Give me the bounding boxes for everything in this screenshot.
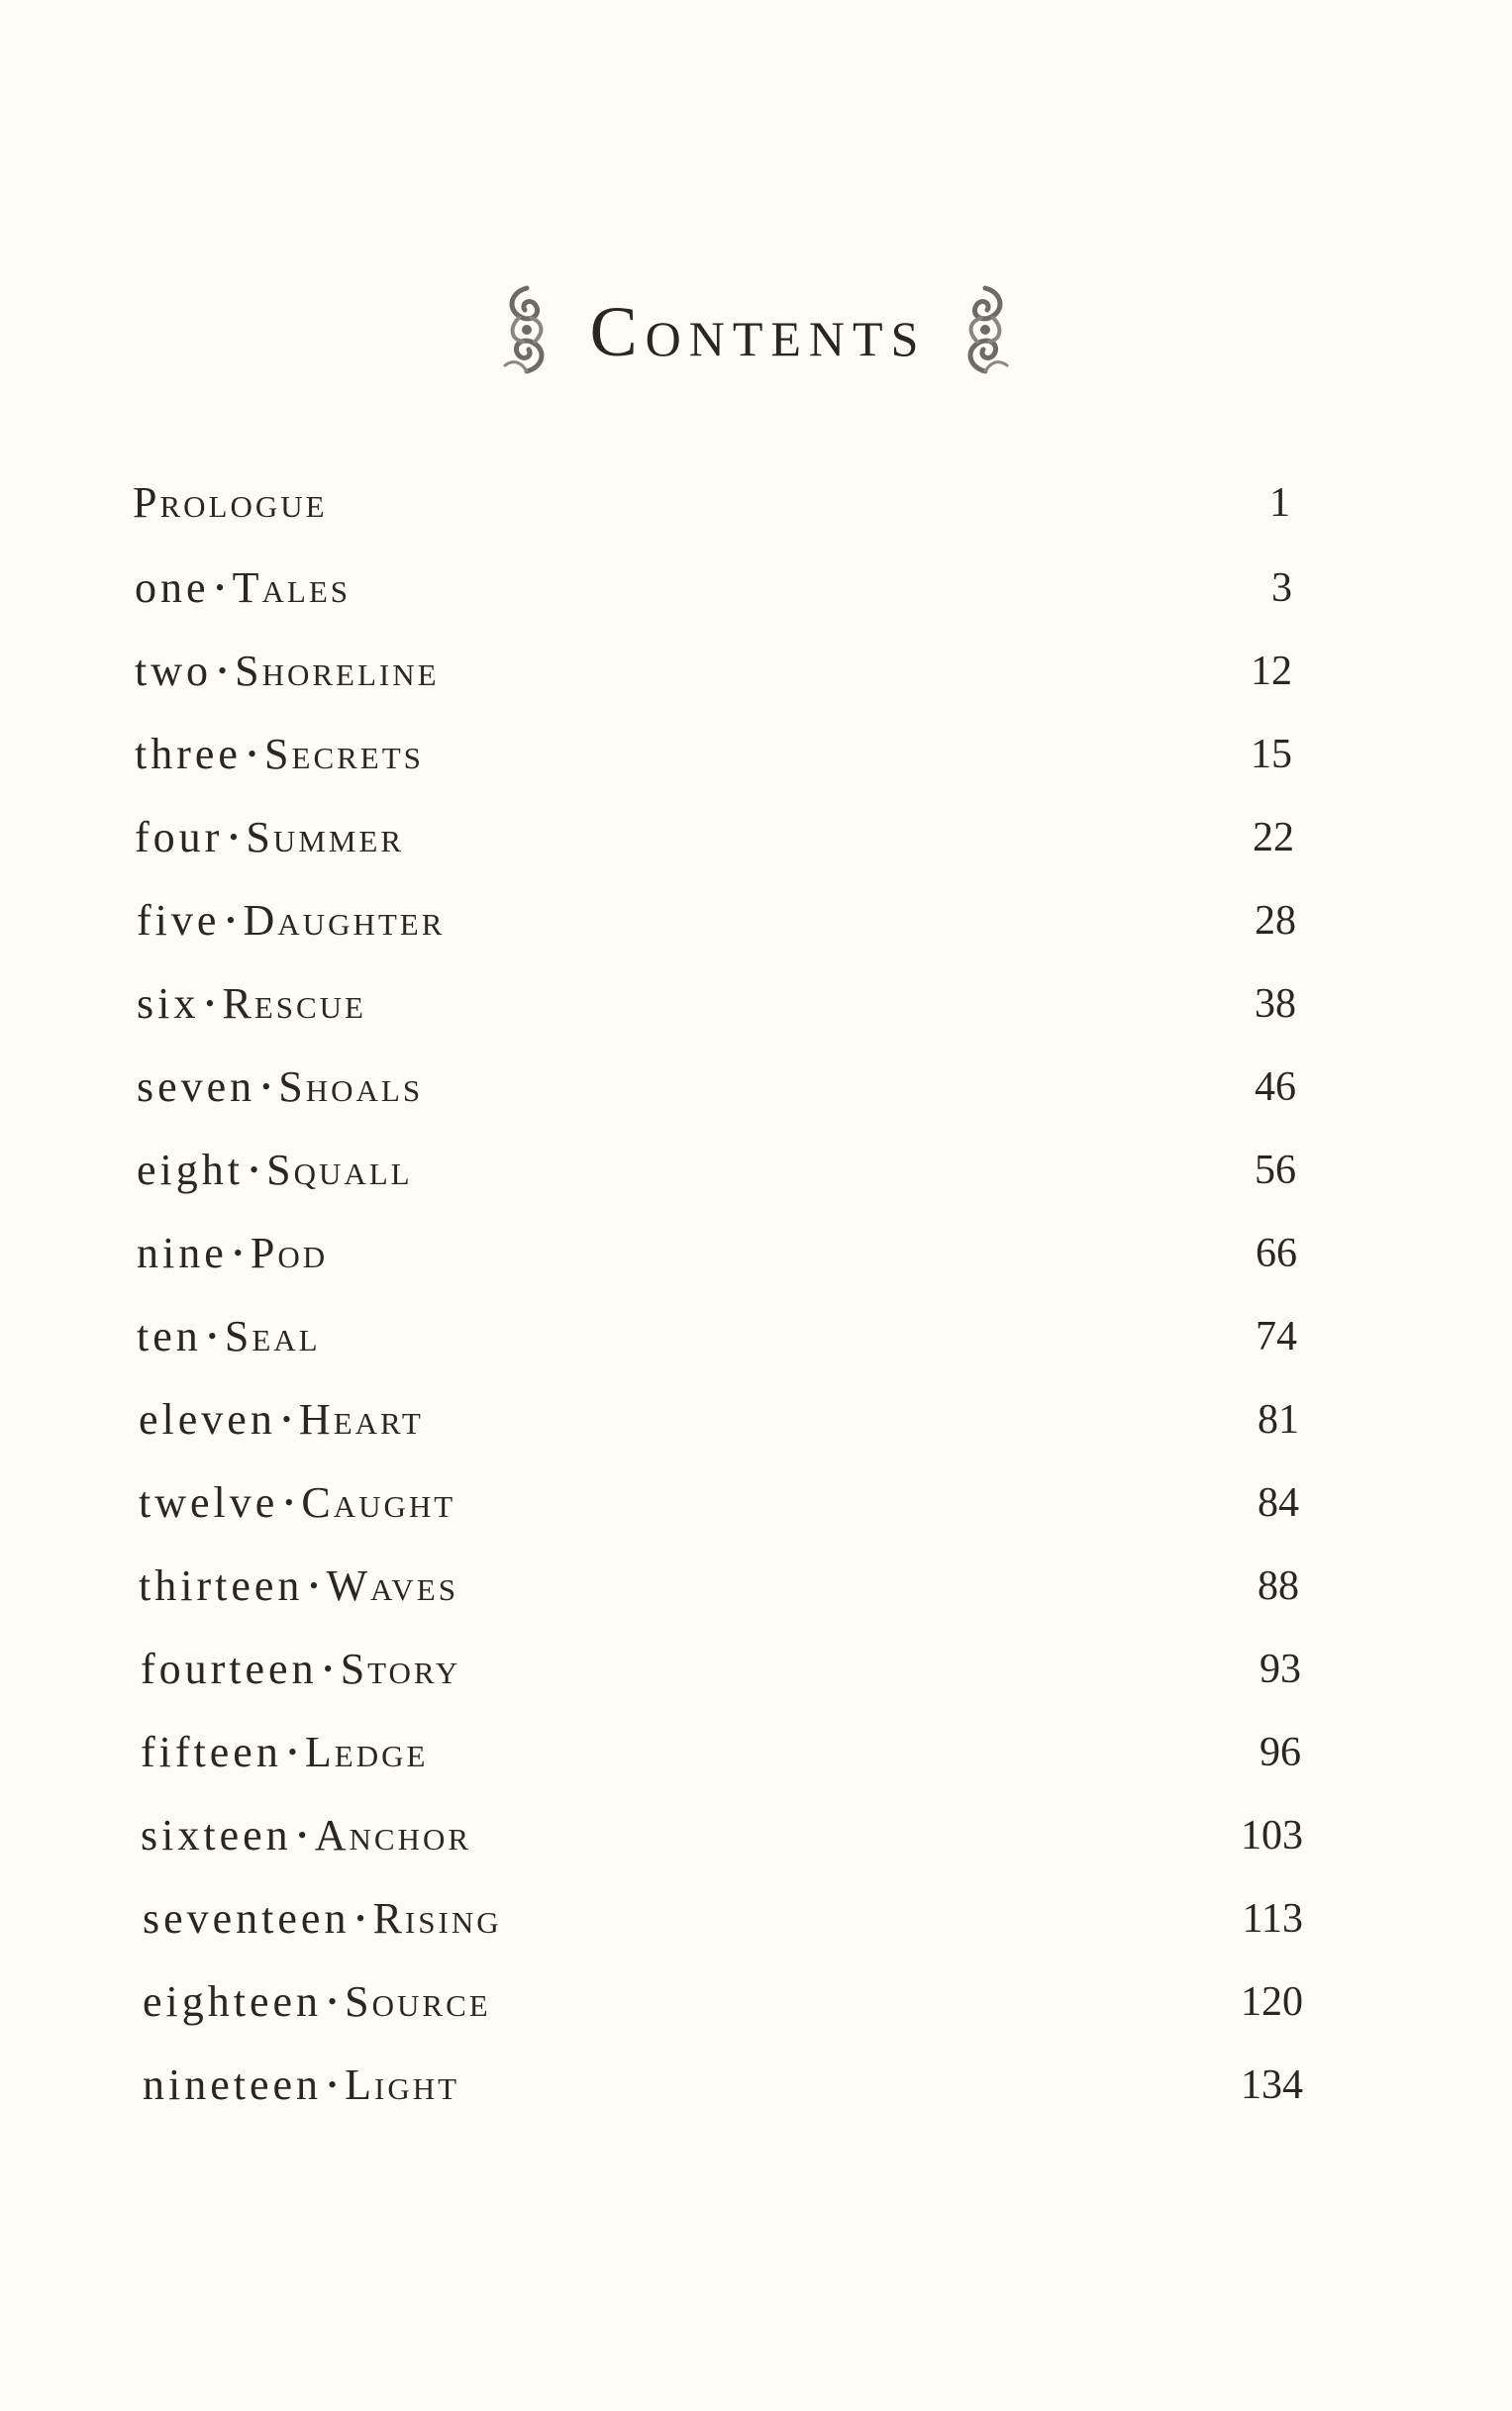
entry-label <box>143 1894 502 1943</box>
bullet-separator: • <box>229 823 239 852</box>
entry-label <box>137 1229 329 1277</box>
page-number: 28 <box>1255 898 1296 944</box>
chapter-number: three <box>135 730 242 778</box>
entry-label <box>137 896 446 945</box>
chapter-number: five <box>137 896 221 945</box>
chapter-title: Seal <box>224 1312 321 1360</box>
page-number: 12 <box>1251 649 1292 694</box>
page-number: 84 <box>1258 1480 1299 1526</box>
bullet-separator: • <box>247 740 257 768</box>
bullet-separator: • <box>355 1904 365 1933</box>
page-number: 113 <box>1242 1896 1303 1942</box>
chapter-number: six <box>137 979 200 1028</box>
toc-entry <box>135 642 1292 701</box>
toc-entry <box>141 1640 1301 1699</box>
chapter-title: Daughter <box>243 896 446 945</box>
entry-label <box>135 647 440 695</box>
chapter-title: Rescue <box>222 979 366 1028</box>
bullet-separator: • <box>249 1155 259 1184</box>
toc-entry <box>141 1806 1303 1865</box>
bullet-separator: • <box>284 1488 294 1517</box>
entry-label <box>137 979 366 1028</box>
chapter-title: Rising <box>372 1894 502 1943</box>
bullet-separator: • <box>233 1239 243 1267</box>
chapter-number: one <box>135 563 210 612</box>
page-number: 74 <box>1256 1314 1297 1359</box>
chapter-number: thirteen <box>139 1561 304 1610</box>
chapter-number: eight <box>137 1146 244 1194</box>
bullet-separator: • <box>323 1655 333 1683</box>
chapter-number: nineteen <box>143 2060 323 2109</box>
page-number: 120 <box>1241 1979 1303 2025</box>
page-number: 38 <box>1255 981 1296 1027</box>
bullet-separator: • <box>261 1072 271 1101</box>
toc-entry <box>143 1972 1303 2032</box>
chapter-title: Waves <box>326 1561 458 1610</box>
entry-label <box>141 1645 461 1693</box>
entry-label <box>137 1146 413 1194</box>
toc-entry <box>139 1557 1299 1616</box>
entry-label <box>135 563 352 612</box>
toc-entry <box>137 974 1296 1034</box>
chapter-number: four <box>135 813 224 861</box>
bullet-separator: • <box>215 573 225 602</box>
bullet-separator: • <box>309 1571 319 1600</box>
toc-entry <box>139 1473 1299 1533</box>
bullet-separator: • <box>297 1821 307 1850</box>
bullet-separator: • <box>281 1405 291 1434</box>
chapter-number: sixteen <box>141 1811 292 1859</box>
chapter-title: Summer <box>246 813 405 861</box>
toc-entry <box>137 1141 1296 1200</box>
page-number: 66 <box>1256 1231 1297 1276</box>
chapter-title: Story <box>340 1645 461 1693</box>
page-title: Contents <box>589 292 927 371</box>
toc-entry <box>135 558 1292 618</box>
chapter-number: twelve <box>139 1478 279 1527</box>
page-number: 103 <box>1241 1813 1303 1858</box>
page-number: 56 <box>1255 1148 1296 1193</box>
entry-label <box>139 1395 424 1444</box>
bullet-separator: • <box>226 906 236 935</box>
chapter-number: ten <box>137 1312 202 1360</box>
entry-label <box>141 1728 429 1776</box>
chapter-title: Heart <box>298 1395 424 1444</box>
entry-label <box>135 730 424 778</box>
toc-entry <box>143 1889 1303 1949</box>
entry-label <box>143 2060 460 2109</box>
chapter-title: Source <box>345 1977 491 2026</box>
chapter-title: Pod <box>250 1229 329 1277</box>
chapter-number: two <box>135 647 212 695</box>
chapter-number: eleven <box>139 1395 276 1444</box>
chapter-number: seven <box>137 1062 256 1111</box>
page-number: 96 <box>1260 1730 1301 1775</box>
toc-entry <box>135 808 1294 867</box>
page-number: 3 <box>1271 565 1292 611</box>
page-number: 22 <box>1253 815 1294 860</box>
chapter-number: eighteen <box>143 1977 323 2026</box>
entry-label <box>137 1062 424 1111</box>
toc-entry <box>137 1307 1297 1366</box>
toc-entry <box>141 1723 1301 1782</box>
entry-label <box>143 1977 491 2026</box>
bullet-separator: • <box>218 656 228 685</box>
chapter-title: Shoreline <box>235 647 440 695</box>
toc-entry <box>139 1390 1299 1450</box>
page-number: 81 <box>1258 1397 1299 1443</box>
page-number: 134 <box>1241 2062 1303 2108</box>
chapter-number: nine <box>137 1229 228 1277</box>
page-number: 93 <box>1260 1647 1301 1692</box>
entry-label <box>141 1811 472 1859</box>
chapter-title: Ledge <box>304 1728 429 1776</box>
page-number: 88 <box>1258 1563 1299 1609</box>
chapter-title: Squall <box>266 1146 413 1194</box>
chapter-number: fourteen <box>141 1645 318 1693</box>
toc-entry <box>135 725 1292 784</box>
bullet-separator: • <box>328 1987 338 2016</box>
chapter-number: fifteen <box>141 1728 282 1776</box>
chapter-title: Caught <box>301 1478 456 1527</box>
entry-label <box>133 478 328 527</box>
page-number: 1 <box>1269 480 1290 526</box>
toc-entry <box>133 473 1290 533</box>
chapter-title: Prologue <box>133 478 328 527</box>
chapter-number: seventeen <box>143 1894 351 1943</box>
chapter-title: Light <box>345 2060 460 2109</box>
toc-entry <box>143 2056 1303 2115</box>
bullet-separator: • <box>205 989 215 1018</box>
chapter-title: Secrets <box>264 730 424 778</box>
entry-label <box>137 1312 321 1360</box>
entry-label <box>139 1478 456 1527</box>
chapter-title: Shoals <box>278 1062 424 1111</box>
toc-entry <box>137 1224 1297 1283</box>
bullet-separator: • <box>328 2070 338 2099</box>
page-number: 15 <box>1251 732 1292 777</box>
bullet-separator: • <box>287 1738 297 1766</box>
toc-entry <box>137 1057 1296 1117</box>
bullet-separator: • <box>207 1322 217 1351</box>
chapter-title: Tales <box>232 563 352 612</box>
page-number: 46 <box>1255 1064 1296 1110</box>
chapter-title: Anchor <box>314 1811 472 1859</box>
entry-label <box>135 813 405 861</box>
toc-entry <box>137 891 1296 951</box>
entry-label <box>139 1561 458 1610</box>
